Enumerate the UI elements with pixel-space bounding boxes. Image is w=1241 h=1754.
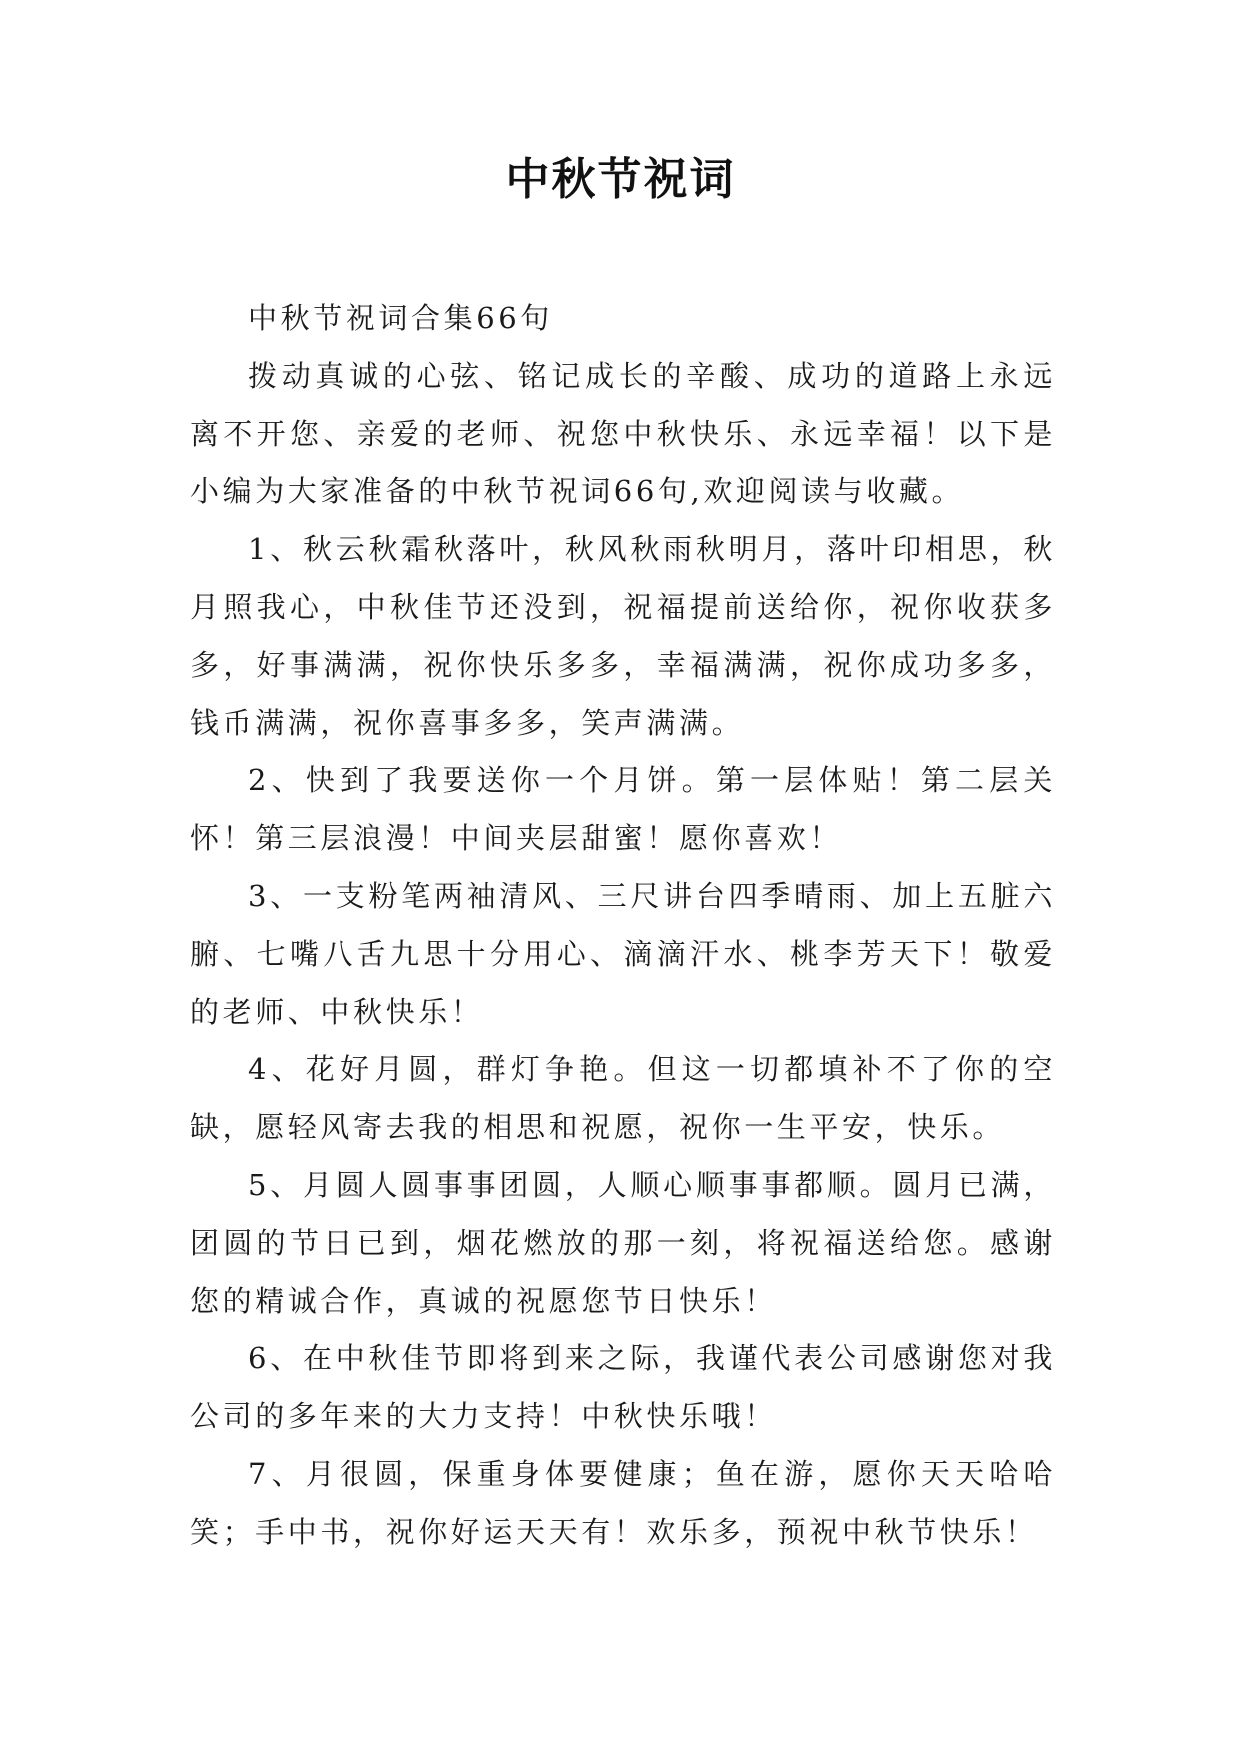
paragraph-item-1: 1、秋云秋霜秋落叶，秋风秋雨秋明月，落叶印相思，秋月照我心，中秋佳节还没到，祝福提前送给你，祝你收获多多，好事满满，祝你快乐多多，幸福满满，祝你成功多多，钱币满满，祝你喜事多多，笑声满满。 — [190, 532, 1056, 740]
paragraph-item-6: 6、在中秋佳节即将到来之际，我谨代表公司感谢您对我公司的多年来的大力支持！中秋快乐哦！ — [190, 1341, 1056, 1434]
paragraph-item-3: 3、一支粉笔两袖清风、三尺讲台四季晴雨、加上五脏六腑、七嘴八舌九思十分用心、滴滴汗水、桃李芳天下！敬爱的老师、中秋快乐！ — [190, 878, 1056, 1029]
paragraph-item-4: 4、花好月圆，群灯争艳。但这一切都填补不了你的空缺，愿轻风寄去我的相思和祝愿，祝你一生平安，快乐。 — [190, 1052, 1056, 1145]
paragraph-item-2: 2、快到了我要送你一个月饼。第一层体贴！第二层关怀！第三层浪漫！中间夹层甜蜜！愿你喜欢！ — [190, 763, 1056, 856]
paragraph-intro: 拨动真诚的心弦、铭记成长的辛酸、成功的道路上永远离不开您、亲爱的老师、祝您中秋快乐、永远幸福！以下是小编为大家准备的中秋节祝词66句,欢迎阅读与收藏。 — [190, 358, 1056, 509]
paragraph-intro-heading: 中秋节祝词合集66句 — [248, 301, 553, 335]
paragraph-item-7: 7、月很圆，保重身体要健康；鱼在游，愿你天天哈哈笑；手中书，祝你好运天天有！欢乐多，预祝中秋节快乐！ — [190, 1456, 1056, 1549]
document-title: 中秋节祝词 — [505, 154, 736, 205]
document-body — [190, 290, 1056, 1562]
paragraph-item-5: 5、月圆人圆事事团圆，人顺心顺事事都顺。圆月已满，团圆的节日已到，烟花燃放的那一刻，将祝福送给您。感谢您的精诚合作，真诚的祝愿您节日快乐！ — [190, 1167, 1056, 1318]
